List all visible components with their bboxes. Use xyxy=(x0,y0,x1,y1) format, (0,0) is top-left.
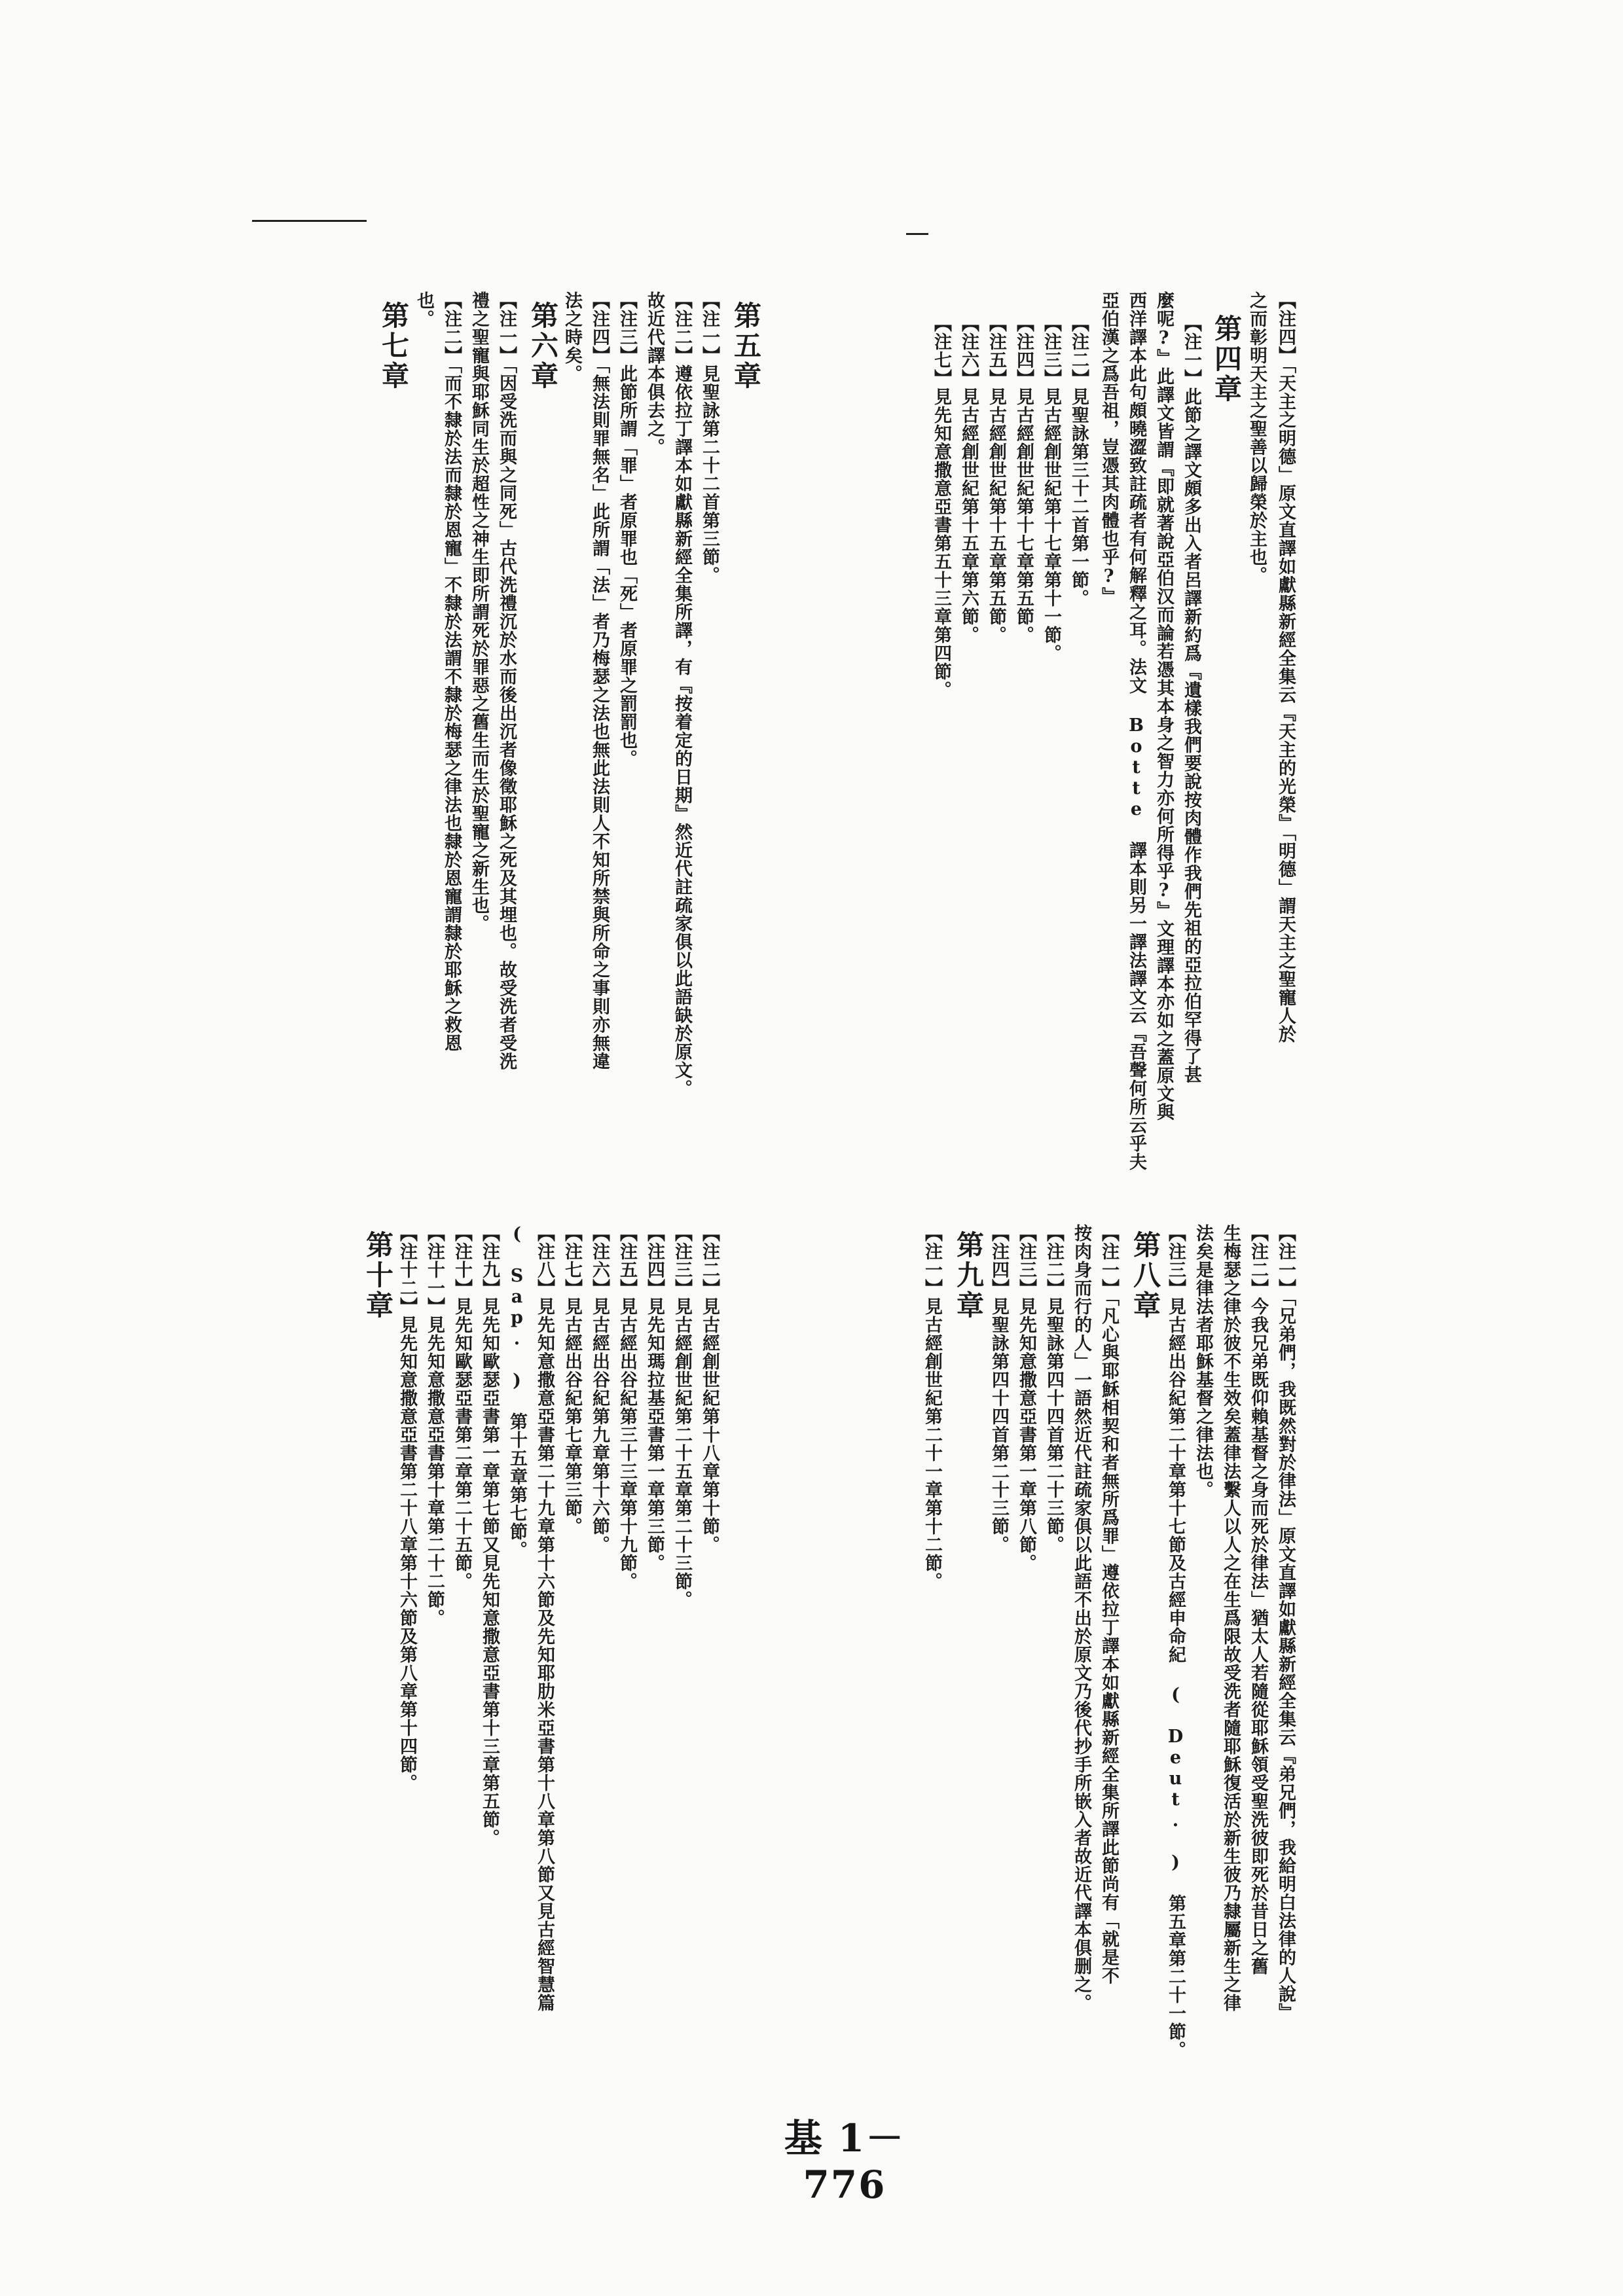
top-right-rule xyxy=(906,233,928,235)
note-line: 麼呢?』此譯文皆謂『即就著說亞伯汉而論若憑其本身之智力亦何所得乎?』文理譯本亦如之蓋原文與 xyxy=(1154,291,1174,1121)
note-line: 【注五】見古經出谷紀第三十三章第十九節。 xyxy=(617,1224,637,1590)
chapter-heading-ten: 第十章 xyxy=(362,1230,394,1321)
chapter-heading-nine: 第九章 xyxy=(953,1230,985,1321)
note-line: 【注四】見聖詠第四十四首第二十三節。 xyxy=(989,1224,1009,1554)
note-line: 西洋譯本此句頗曉澀致註疏者有何解釋之耳。法文 Botte 譯本則另一譯法譯文云『吾聲何所云乎夫 xyxy=(1126,291,1146,1171)
note-line: 【注六】見古經創世紀第十五章第六節。 xyxy=(958,314,979,644)
note-line: 生梅瑟之律於彼不生效矣蓋律法繫人以人之在生爲限故受洗者隨耶穌復活於新生彼乃隸屬新生之律 xyxy=(1220,1224,1241,2012)
note-line: 法之時矣。 xyxy=(562,291,582,383)
note-line: 【注七】見先知意撒意亞書第五十三章第四節。 xyxy=(931,314,951,699)
note-line: 【注四】「無法則罪無名」此所謂「法」者乃梅瑟之法也無此法則人不知所禁與所命之事則亦無違 xyxy=(589,291,610,1071)
note-line: 【注五】見古經創世紀第十五章第五節。 xyxy=(986,314,1006,644)
chapter-heading-seven: 第七章 xyxy=(378,301,410,391)
note-line: 【注一】「兄弟們，我既然對於律法」原文直譯如獻縣新經全集云『弟兄們，我給明白法律的人說』 xyxy=(1275,1224,1296,2022)
note-line: 【注七】見古經出谷紀第七章第三節。 xyxy=(562,1224,582,1535)
top-left-rule xyxy=(252,220,367,222)
note-line: 【注二】見聖詠第四十四首第二十三節。 xyxy=(1044,1224,1064,1554)
chapter-heading-four: 第四章 xyxy=(1211,314,1243,404)
note-line: 【注二】見古經創世紀第十八章第十節。 xyxy=(699,1224,720,1554)
note-line: 【注四】見先知瑪拉基亞書第一章第三節。 xyxy=(644,1224,665,1572)
note-line: 【注八】見先知意撒意亞書第二十九章第十六節及先知耶肋米亞書第十八章第八節又見古經智慧篇 xyxy=(534,1224,555,2012)
note-line: 按肉身而行的人」一語然近代註疏家俱以此語不出於原文乃後代抄手所嵌入者故近代譯本俱删之。 xyxy=(1071,1224,1091,2012)
note-line: 故近代譯本俱去之。 xyxy=(644,291,665,456)
note-line: 【注二】「而不隸於法而隸於恩寵」不隸於法謂不隸於梅瑟之律法也隸於恩寵謂隸於耶穌之救恩 xyxy=(441,291,462,1052)
chapter-heading-eight: 第八章 xyxy=(1129,1230,1161,1321)
note-line: 也。 xyxy=(414,291,434,328)
note-line: 【注四】「天主之明德」原文直譯如獻縣新經全集云『天主的光榮』「明德」謂天主之聖寵人於 xyxy=(1275,291,1296,1043)
note-line: 之而彰明天主之聖善以歸榮於主也。 xyxy=(1247,291,1267,584)
note-line: 法矣是律法者耶穌基督之律法也。 xyxy=(1193,1224,1213,1499)
note-line: 【注三】見古經創世紀第二十五章第二十三節。 xyxy=(672,1224,692,1609)
note-line: 【注一】「凡心與耶穌相契和者無所爲罪」遵依拉丁譯本如獻縣新經全集所譯此節尚有「就是不 xyxy=(1099,1224,1119,1985)
note-line: 【注九】見先知歐瑟亞書第一章第七節又見先知意撒意亞書第十三章第五節。 xyxy=(479,1224,500,1847)
note-line: 【注三】見先知意撒意亞書第一章第八節。 xyxy=(1016,1224,1036,1572)
chapter-heading-six: 第六章 xyxy=(527,301,559,391)
note-line: 【注六】見古經出谷紀第九章第十六節。 xyxy=(589,1224,610,1554)
note-line: 【注三】見古經出谷紀第二十章第十七節及古經申命紀 ( Deut. ) 第五章第二十一節。 xyxy=(1165,1224,1186,2059)
note-line: 亞伯漢之爲吾祖，豈憑其肉體也乎?』 xyxy=(1099,291,1119,605)
note-line: ( Sap. ) 第十五章第七節。 xyxy=(507,1224,527,1559)
note-line: 【注三】此節所謂「罪」者原罪也「死」者原罪之罰罰也。 xyxy=(617,291,637,768)
chapter-heading-five: 第五章 xyxy=(730,301,762,391)
page-number: 基 1－776 xyxy=(784,2116,905,2207)
note-line: 【注四】見古經創世紀第十七章第五節。 xyxy=(1013,314,1034,644)
note-line: 【注十】見先知歐瑟亞書第二章第二十五節。 xyxy=(452,1224,472,1590)
note-line: 【注二】見聖詠第三十二首第一節。 xyxy=(1068,314,1089,607)
note-line: 【注十一】見先知意撒意亞書第十章第二十二節。 xyxy=(424,1224,445,1627)
note-line: 禮之聖寵與耶穌同生於超性之神生即所謂死於罪惡之舊生而生於聖寵之新生也。 xyxy=(469,291,489,933)
note-line: 【注一】見古經創世紀第二十一章第十二節。 xyxy=(922,1224,942,1590)
note-line: 【注十二】見先知意撒意亞書第二十八章第十六節及第八章第十四節。 xyxy=(397,1224,417,1792)
note-line: 【注二】遵依拉丁譯本如獻縣新經全集所譯，有『按着定的日期』然近代註疏家俱以此語缺於原文。 xyxy=(672,291,692,1098)
note-line: 【注二】今我兄弟既仰賴基督之身而死於律法」猶太人若隨從耶穌領受聖洗彼即死於昔日之舊 xyxy=(1248,1224,1268,1975)
note-line: 【注三】見古經創世紀第十七章第十一節。 xyxy=(1041,314,1061,662)
note-line: 【注一】「因受洗而與之同死」古代洗禮沉於水而後出沉者像徵耶穌之死及其埋也。故受洗者受洗 xyxy=(496,291,517,1071)
note-line: 【注一】此節之譯文頗多出入者呂譯新約爲『遺樣我們要說按肉體作我們先祖的亞拉伯罕得了甚 xyxy=(1181,314,1201,1084)
note-line: 【注一】見聖詠第二十二首第三節。 xyxy=(699,291,720,584)
